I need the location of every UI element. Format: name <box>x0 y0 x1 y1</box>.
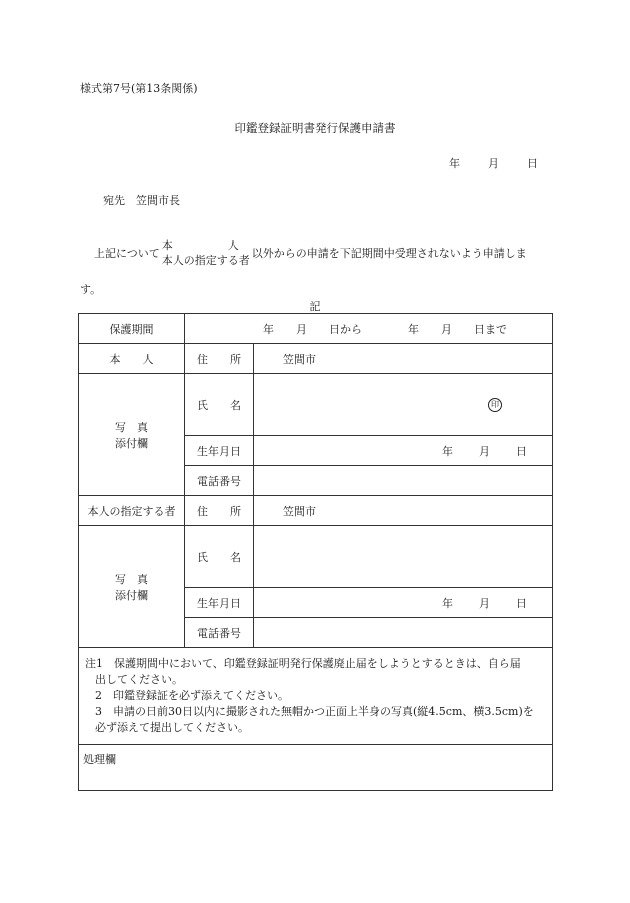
designee-birth-value[interactable] <box>254 588 553 618</box>
processing-cell[interactable] <box>79 745 553 791</box>
period-to-year: 年 <box>408 322 419 336</box>
period-from-year: 年 <box>263 322 274 336</box>
period-label: 保護期間 <box>79 314 185 344</box>
birth-day: 日 <box>516 596 527 610</box>
request-tail: す。 <box>80 283 102 296</box>
self-birth-label: 生年月日 <box>185 436 254 466</box>
self-address-label: 住 所 <box>185 344 254 374</box>
application-table <box>78 313 553 791</box>
document-title: 印鑑登録証明書発行保護申請書 <box>234 121 396 135</box>
request-suffix: 以外からの申請を下記期間中受理されないよう申請しま <box>251 247 527 260</box>
request-prefix: 上記について <box>94 247 160 260</box>
designee-address-label: 住 所 <box>185 496 254 526</box>
self-photo-area[interactable] <box>79 374 185 496</box>
self-address-value[interactable]: 笠間市 <box>254 344 553 374</box>
designee-birth-label: 生年月日 <box>185 588 254 618</box>
note-3: 3 申請の日前30日以内に撮影された無帽かつ正面上半身の写真(縦4.5cm、横3.5cm)を <box>95 705 534 718</box>
seal-mark: 印 <box>488 398 502 412</box>
period-to-month: 月 <box>441 322 452 336</box>
note-3-cont: 必ず添えて提出してください。 <box>95 721 249 734</box>
photo-label-line1: 写 真 <box>115 420 148 434</box>
self-birth-value[interactable] <box>254 436 553 466</box>
self-name-label: 氏 名 <box>185 374 254 436</box>
designee-name-row <box>79 526 553 588</box>
period-row <box>79 314 553 344</box>
period-from-day: 日から <box>329 322 362 336</box>
photo-label-line2: 添付欄 <box>115 588 148 602</box>
processing-row <box>79 745 553 791</box>
self-label: 本 人 <box>79 344 185 374</box>
birth-day: 日 <box>516 444 527 458</box>
note-2: 2 印鑑登録証を必ず添えてください。 <box>95 689 289 702</box>
self-address-row <box>79 344 553 374</box>
period-to-day: 日まで <box>474 322 507 336</box>
date-year: 年 <box>449 157 460 170</box>
date-month: 月 <box>488 157 499 170</box>
period-value[interactable] <box>185 314 553 344</box>
designee-name-label: 氏 名 <box>185 526 254 588</box>
addressee: 宛先 笠間市長 <box>103 194 180 207</box>
note-1: 注1 保護期間中において、印鑑登録証明発行保護廃止届をしようとするときは、自ら届 <box>85 657 521 670</box>
photo-label-line1: 写 真 <box>115 572 148 586</box>
note-1-cont: 出してください。 <box>95 673 183 686</box>
notes-row <box>79 648 553 745</box>
self-phone-label: 電話番号 <box>185 466 254 496</box>
ki-marker: 記 <box>309 300 321 313</box>
designee-name-value[interactable] <box>254 526 553 588</box>
form-number: 様式第7号(第13条関係) <box>80 82 198 95</box>
self-name-value[interactable] <box>254 374 553 436</box>
period-from-month: 月 <box>296 322 307 336</box>
birth-month: 月 <box>479 444 490 458</box>
designee-photo-area[interactable] <box>79 526 185 648</box>
designee-phone-value[interactable] <box>254 618 553 648</box>
self-name-row <box>79 374 553 436</box>
photo-label-line2: 添付欄 <box>115 436 148 450</box>
designee-phone-label: 電話番号 <box>185 618 254 648</box>
applicant-type-options <box>162 238 250 268</box>
designee-address-value[interactable]: 笠間市 <box>254 496 553 526</box>
birth-year: 年 <box>442 444 453 458</box>
option-designee: 本人の指定する者 <box>161 254 250 267</box>
self-phone-value[interactable] <box>254 466 553 496</box>
request-statement <box>94 238 527 268</box>
application-date <box>449 155 538 171</box>
birth-month: 月 <box>479 596 490 610</box>
option-self: 本 人 <box>161 239 239 252</box>
birth-year: 年 <box>442 596 453 610</box>
date-day: 日 <box>527 157 538 170</box>
notes-cell <box>79 648 553 745</box>
designee-address-row <box>79 496 553 526</box>
processing-label: 処理欄 <box>83 753 116 766</box>
designee-label: 本人の指定する者 <box>79 496 185 526</box>
